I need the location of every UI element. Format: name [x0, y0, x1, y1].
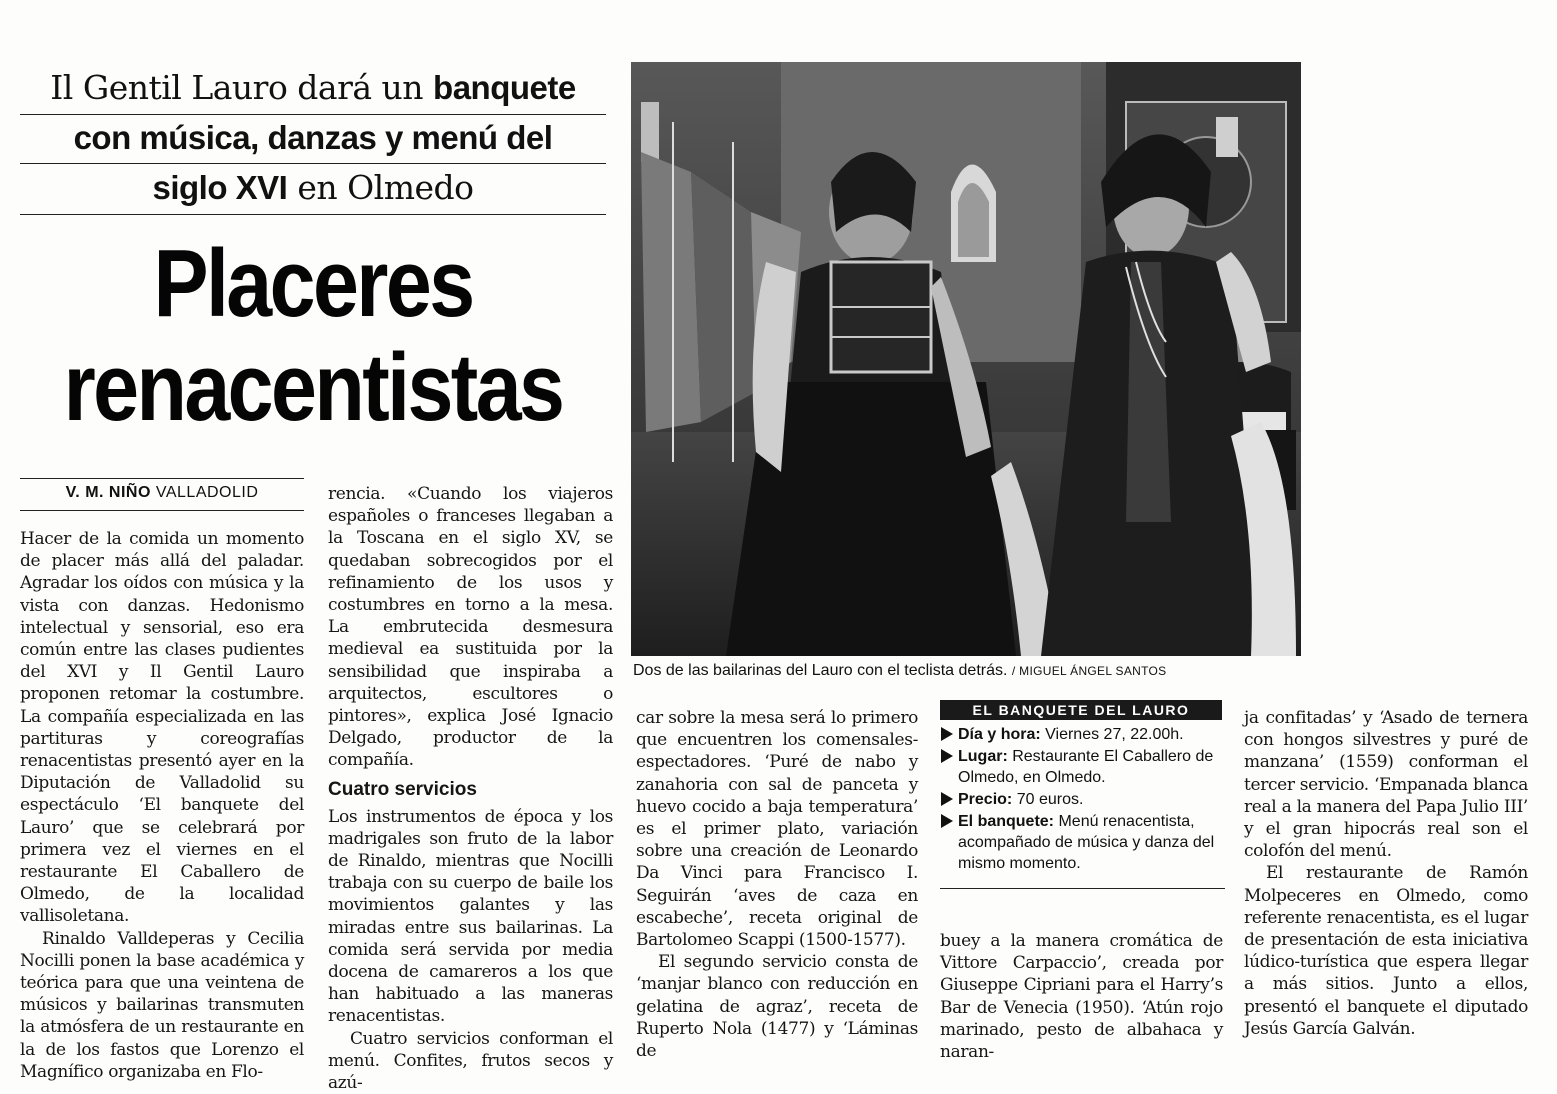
kicker-line-3 — [20, 166, 606, 210]
photo-dancers — [631, 62, 1301, 656]
paragraph: Rinaldo Valldeperas y Cecilia Nocilli ponen la base académica y teórica para que una veintena de músicos y bailarinas transmuten la atmósfera de un restaurante en la de los fastos que Lorenzo el Magnífico organizaba en Flo- — [20, 928, 304, 1082]
kicker-text: en Olmedo — [287, 168, 474, 207]
headline-rule-3 — [20, 214, 606, 215]
caption-text: Dos de las bailarinas del Lauro con el teclista detrás. — [633, 662, 1008, 679]
photo-credit: / MIGUEL ÁNGEL SANTOS — [1011, 664, 1167, 678]
article-column-2 — [328, 483, 613, 1094]
headline-rule-1 — [20, 114, 606, 115]
headline-rule-2 — [20, 163, 606, 164]
kicker-bold: siglo XVI — [152, 169, 288, 206]
byline-place: VALLADOLID — [155, 484, 259, 501]
photo-caption — [633, 662, 1313, 680]
infobox-label: Lugar: — [958, 748, 1008, 765]
subheading: Cuatro servicios — [328, 778, 477, 800]
kicker-text: Il Gentil Lauro dará un — [50, 68, 434, 107]
infobox-label: Día y hora: — [958, 726, 1041, 743]
paragraph: car sobre la mesa será lo primero que encuentren los comensales-espectadores. ‘Puré de nabo y zanahoria con sal de panceta y huevo cocido a baja temperatura’ es el primer plato, variación sobre una creación de Leonardo Da Vinci para Francisco I. Seguirán ‘aves de caza en escabeche’, receta original de Bartolomeo Scappi (1500-1577). — [636, 708, 918, 951]
byline — [20, 484, 304, 502]
triangle-bullet-icon — [941, 792, 953, 806]
title-line-1: Placeres — [153, 230, 473, 337]
infobox-item-place — [940, 746, 1225, 788]
paragraph: El segundo servicio consta de ‘manjar blanco con reducción en gelatina de agraz’, receta de Ruperto Nola (1477) y ‘Láminas de — [636, 952, 918, 1062]
title-line-2: renacentistas — [63, 334, 563, 441]
article-column-1 — [20, 528, 304, 1083]
byline-rule-bottom — [20, 510, 304, 511]
infobox — [940, 724, 1225, 875]
kicker-line-2 — [20, 116, 606, 160]
infobox-value: Restaurante El Caballero de Olmedo, en Olmedo. — [958, 748, 1214, 786]
paragraph: El restaurante de Ramón Molpeceres en Olmedo, como referente renacentista, es el lugar de presentación de esta iniciativa lúdico-turística que espera llegar a más sitios. Junto a ellos, presentó el banquete el diputado Jesús García Galván. — [1244, 863, 1528, 1039]
paragraph: Cuatro servicios conforman el menú. Confites, frutos secos y azú- — [328, 1028, 613, 1094]
article-column-5 — [1244, 707, 1528, 1040]
byline-rule-top — [20, 478, 304, 479]
infobox-value: Viernes 27, 22.00h. — [1040, 726, 1184, 743]
triangle-bullet-icon — [941, 814, 953, 828]
infobox-bottom-rule — [940, 888, 1225, 889]
paragraph: Los instrumentos de época y los madrigales son fruto de la labor de Rinaldo, mientras que Nocilli trabaja con su cuerpo de baile los movimientos galantes y las miradas entre sus bailarinas. La comida será servida por media docena de camareros a los que han habituado a las maneras renacentistas. — [328, 806, 613, 1027]
infobox-item-date — [940, 724, 1225, 745]
infobox-title: EL BANQUETE DEL LAURO — [940, 700, 1222, 720]
kicker-bold: banquete — [433, 69, 576, 106]
infobox-value: Menú renacentista, acompañado de música y danza del mismo momento. — [958, 813, 1215, 872]
infobox-label: Precio: — [958, 791, 1013, 808]
paragraph: rencia. «Cuando los viajeros españoles o franceses llegaban a la Toscana en el siglo XV, se quedaban sobrecogidos por el refinamiento de los usos y costumbres en torno a la mesa. La embrutecida desmesura medieval ea sustituida por la sensibilidad que inspiraba a arquitectos, escultores o pintores», explica José Ignacio Delgado, productor de la compañía. — [328, 484, 613, 771]
article-column-3 — [636, 707, 918, 1062]
paragraph: ja confitadas’ y ‘Asado de ternera con hongos silvestres y puré de manzana’ (1559) conforman el tercer servicio. ‘Empanada blanca real a la manera del Papa Julio III’ y el gran hipocrás real son el colofón del menú. — [1244, 708, 1528, 862]
infobox-item-menu — [940, 811, 1225, 874]
photo-illustration — [631, 62, 1301, 656]
triangle-bullet-icon — [941, 749, 953, 763]
article-column-4 — [940, 930, 1223, 1063]
kicker-bold: con música, danzas y menú del — [73, 119, 553, 156]
infobox-value: 70 euros. — [1012, 791, 1084, 808]
infobox-label: El banquete: — [958, 813, 1055, 830]
paragraph: buey a la manera cromática de Vittore Carpaccio’, creada por Giuseppe Cipriani para el Harry’s Bar de Venecia (1950). ‘Atún rojo marinado, pesto de albahaca y naran- — [940, 931, 1223, 1063]
kicker-line-1 — [20, 66, 606, 110]
paragraph: Hacer de la comida un momento de placer más allá del paladar. Agradar los oídos con música y la vista con danzas. Hedonismo intelectual y sensorial, eso era común entre las clases pudientes del XVI y Il Gentil Lauro proponen retomar la costumbre. La compañía especializada en las partituras y coreografías renacentistas presentó ayer en la Diputación de Valladolid su espectáculo ‘El banquete del Lauro’ que se celebrará por primera vez el viernes en el restaurante El Caballero de Olmedo, de la localidad vallisoletana. — [20, 529, 304, 927]
triangle-bullet-icon — [941, 727, 953, 741]
byline-author: V. M. NIÑO — [65, 484, 151, 501]
infobox-item-price — [940, 789, 1225, 810]
